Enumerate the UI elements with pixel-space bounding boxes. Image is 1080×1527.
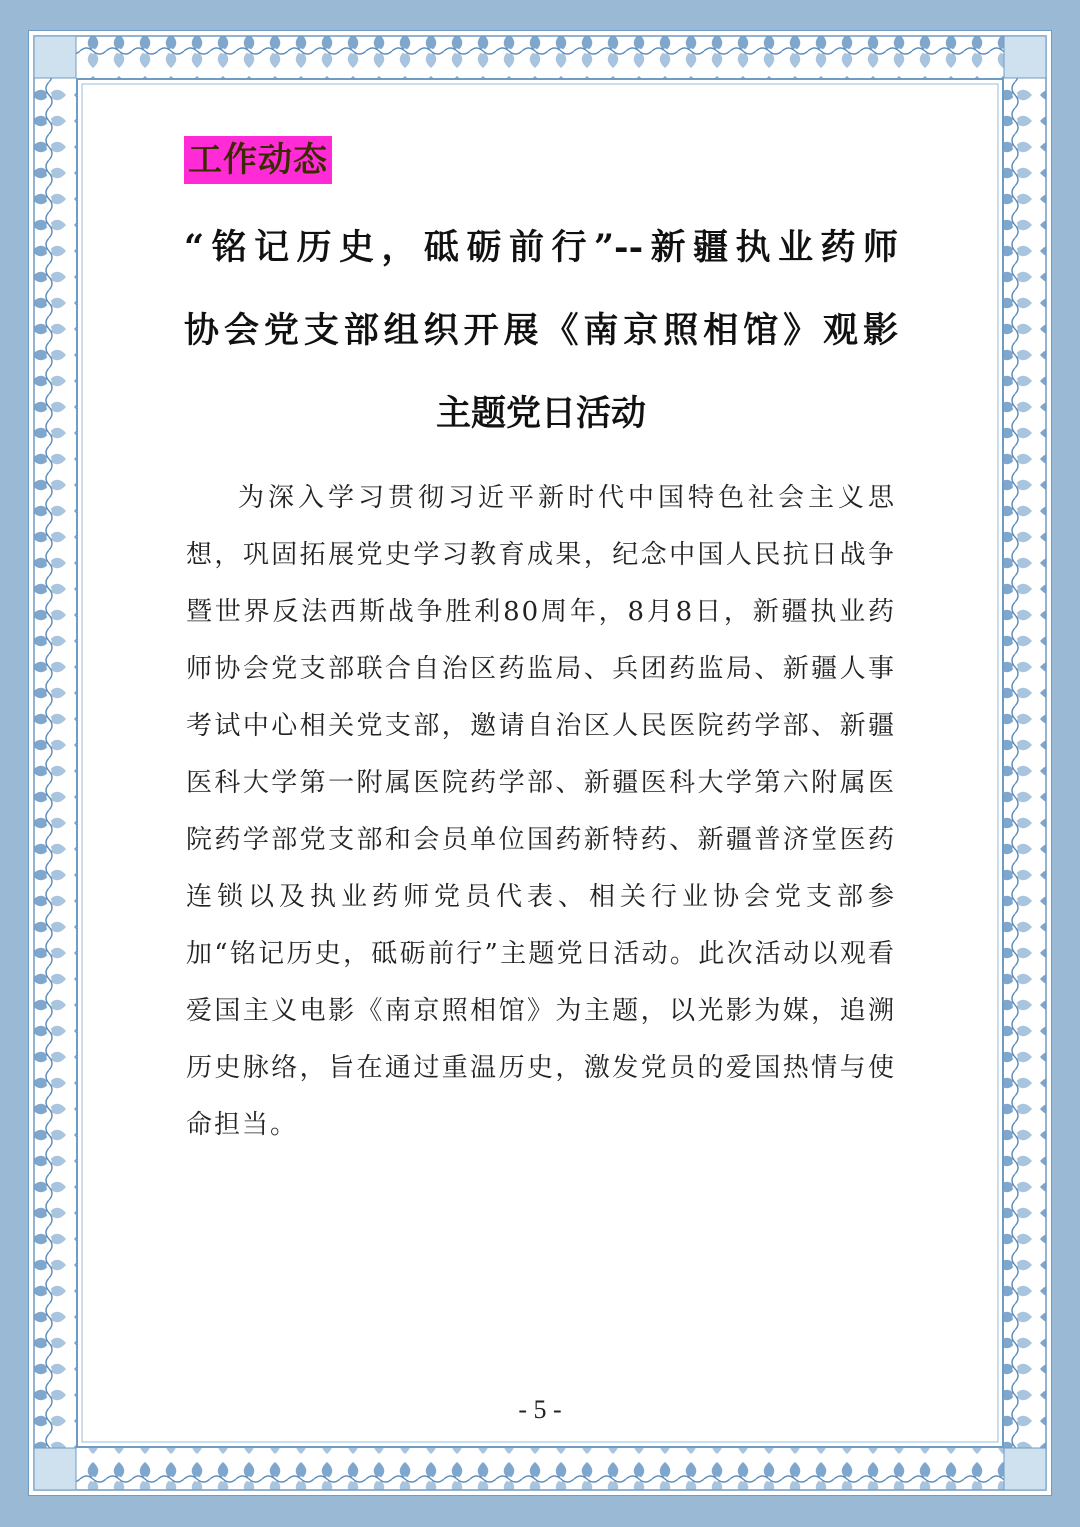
article-body: 为深入学习贯彻习近平新时代中国特色社会主义思想，巩固拓展党史学习教育成果，纪念中国人民抗日战争暨世界反法西斯战争胜利80周年，8月8日，新疆执业药师协会党支部联合自治区药监局、兵团药监局、新疆人事考试中心相关党支部，邀请自治区人民医院药学部、新疆医科大学第一附属医院药学部、新疆医科大学第六附属医院药学部党支部和会员单位国药新特药、新疆普济堂医药连锁以及执业药师党员代表、相关行业协会党支部参加“铭记历史，砥砺前行”主题党日活动。此次活动以观看爱国主义电影《南京照相馆》为主题，以光影为媒，追溯历史脉络，旨在通过重温历史，激发党员的爱国热情与使命担当。: [186, 483, 896, 1140]
page-number: - 5 -: [518, 1395, 562, 1424]
title-line-3: 主题党日活动: [435, 393, 646, 434]
title-line-2: 协会党支部组织开展《南京照相馆》观影: [184, 310, 898, 351]
article-title: [184, 206, 898, 455]
title-line-1: “铭记历史，砥砺前行”--新疆执业药师: [184, 227, 898, 268]
section-tag: 工作动态: [184, 136, 332, 184]
